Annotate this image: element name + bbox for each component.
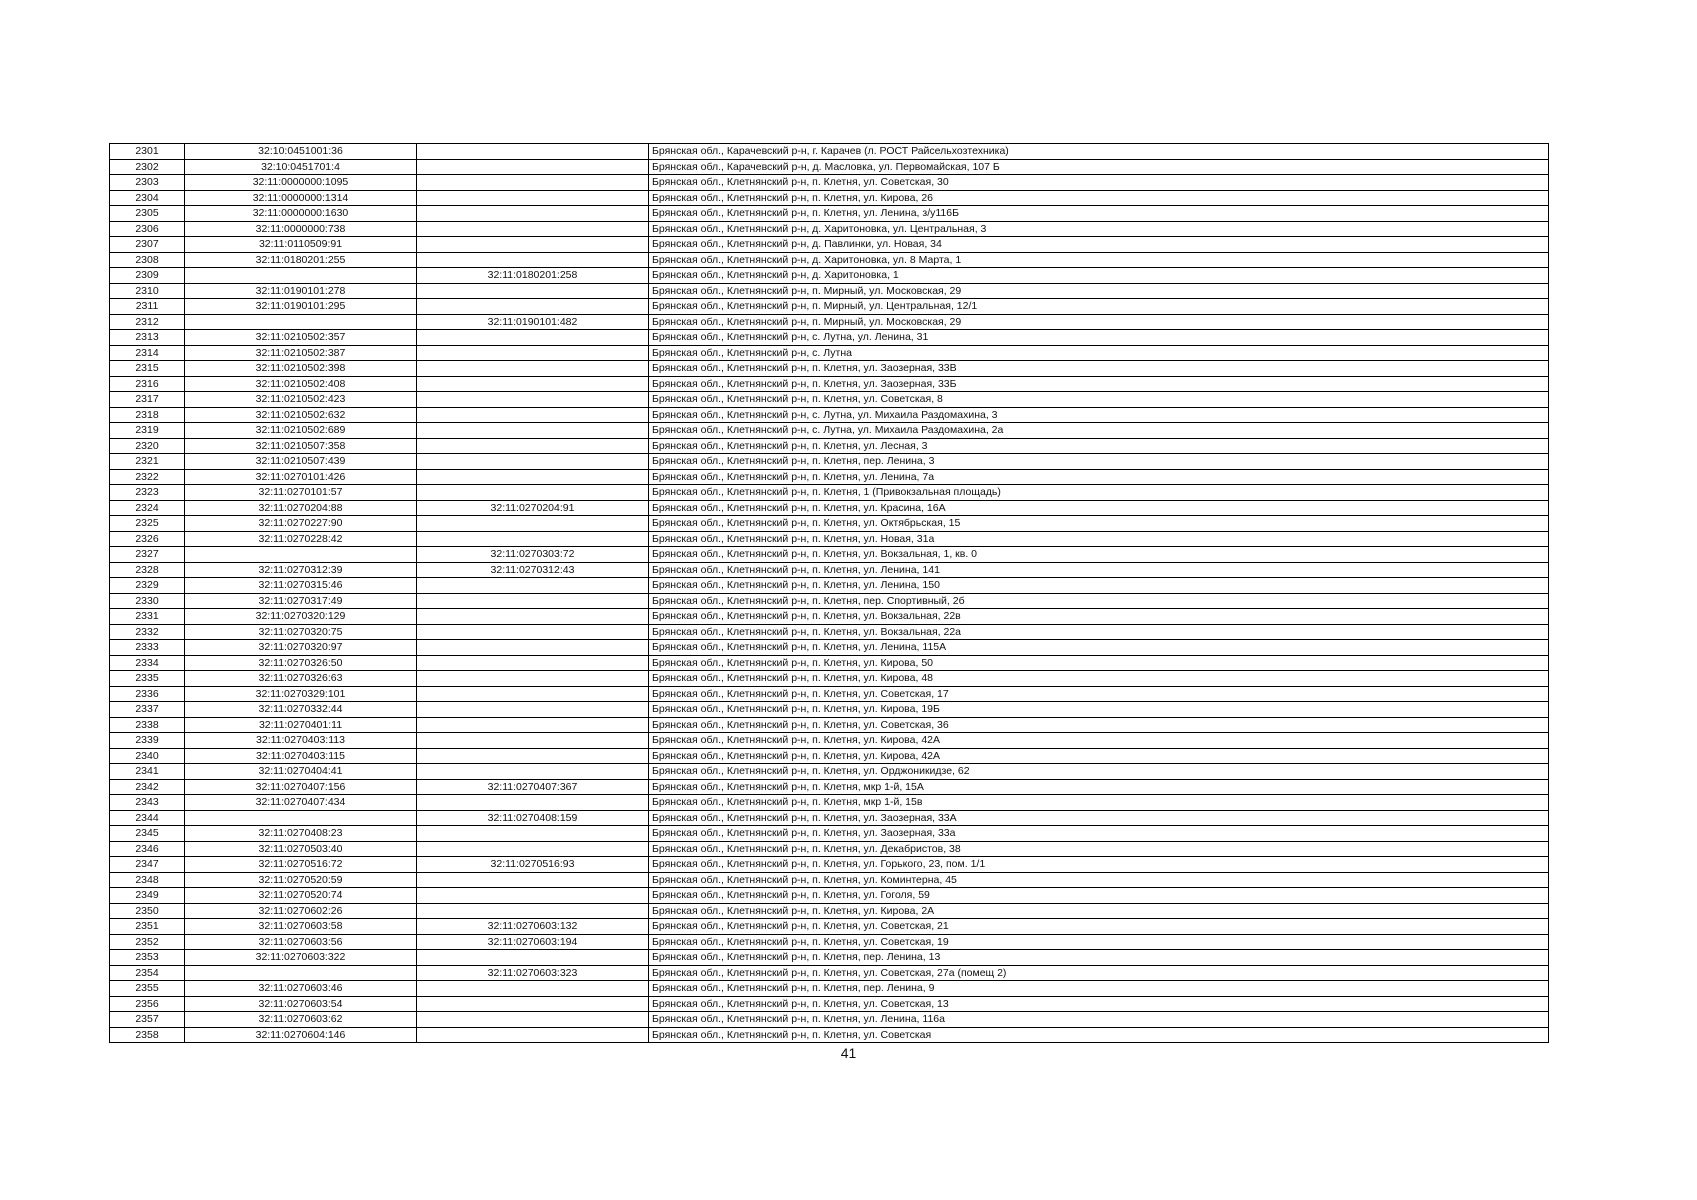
row-number-cell: 2324 (110, 500, 185, 516)
row-number-cell: 2303 (110, 175, 185, 191)
address-cell: Брянская обл., Клетнянский р-н, п. Клетня, мкр 1-й, 15А (649, 779, 1549, 795)
table-row (110, 516, 1549, 532)
address-cell: Брянская обл., Клетнянский р-н, п. Клетня, ул. Советская, 27а (помещ 2) (649, 965, 1549, 981)
table-row (110, 469, 1549, 485)
address-cell: Брянская обл., Клетнянский р-н, п. Клетня, ул. Ленина, 115А (649, 640, 1549, 656)
table-row (110, 888, 1549, 904)
related-cadastral-number-cell (417, 237, 649, 253)
address-cell: Брянская обл., Клетнянский р-н, п. Клетня, ул. Советская, 19 (649, 934, 1549, 950)
property-registry-table (109, 143, 1549, 1043)
table-row (110, 578, 1549, 594)
table-row (110, 206, 1549, 222)
row-number-cell: 2316 (110, 376, 185, 392)
table-row (110, 485, 1549, 501)
address-cell: Брянская обл., Клетнянский р-н, п. Клетня, ул. Кирова, 48 (649, 671, 1549, 687)
row-number-cell: 2350 (110, 903, 185, 919)
row-number-cell: 2322 (110, 469, 185, 485)
row-number-cell: 2306 (110, 221, 185, 237)
row-number-cell: 2336 (110, 686, 185, 702)
address-cell: Брянская обл., Клетнянский р-н, п. Клетня, пер. Ленина, 9 (649, 981, 1549, 997)
related-cadastral-number-cell (417, 345, 649, 361)
cadastral-number-cell: 32:10:0451001:36 (185, 144, 417, 160)
row-number-cell: 2329 (110, 578, 185, 594)
related-cadastral-number-cell (417, 221, 649, 237)
related-cadastral-number-cell (417, 438, 649, 454)
cadastral-number-cell: 32:11:0270332:44 (185, 702, 417, 718)
related-cadastral-number-cell (417, 376, 649, 392)
address-cell: Брянская обл., Клетнянский р-н, п. Клетня, ул. Советская, 36 (649, 717, 1549, 733)
cadastral-number-cell: 32:11:0270407:434 (185, 795, 417, 811)
table-row (110, 376, 1549, 392)
table-row (110, 981, 1549, 997)
address-cell: Брянская обл., Клетнянский р-н, п. Клетня, мкр 1-й, 15в (649, 795, 1549, 811)
row-number-cell: 2314 (110, 345, 185, 361)
address-cell: Брянская обл., Клетнянский р-н, п. Клетня, ул. Лесная, 3 (649, 438, 1549, 454)
related-cadastral-number-cell (417, 1027, 649, 1043)
cadastral-number-cell: 32:11:0270329:101 (185, 686, 417, 702)
address-cell: Брянская обл., Клетнянский р-н, с. Лутна, ул. Михаила Раздомахина, 3 (649, 407, 1549, 423)
related-cadastral-number-cell (417, 593, 649, 609)
table-row (110, 686, 1549, 702)
related-cadastral-number-cell (417, 206, 649, 222)
table-row (110, 1027, 1549, 1043)
row-number-cell: 2301 (110, 144, 185, 160)
address-cell: Брянская обл., Клетнянский р-н, п. Мирный, ул. Московская, 29 (649, 283, 1549, 299)
related-cadastral-number-cell (417, 609, 649, 625)
cadastral-number-cell: 32:11:0190101:295 (185, 299, 417, 315)
cadastral-number-cell: 32:11:0210502:408 (185, 376, 417, 392)
related-cadastral-number-cell: 32:11:0270312:43 (417, 562, 649, 578)
address-cell: Брянская обл., Клетнянский р-н, п. Клетня, ул. Вокзальная, 1, кв. 0 (649, 547, 1549, 563)
row-number-cell: 2320 (110, 438, 185, 454)
cadastral-number-cell: 32:11:0210507:358 (185, 438, 417, 454)
cadastral-number-cell: 32:11:0270312:39 (185, 562, 417, 578)
cadastral-number-cell: 32:11:0270520:59 (185, 872, 417, 888)
related-cadastral-number-cell (417, 640, 649, 656)
address-cell: Брянская обл., Клетнянский р-н, п. Клетня, ул. Вокзальная, 22а (649, 624, 1549, 640)
address-cell: Брянская обл., Клетнянский р-н, д. Павлинки, ул. Новая, 34 (649, 237, 1549, 253)
row-number-cell: 2341 (110, 764, 185, 780)
table-row (110, 252, 1549, 268)
cadastral-number-cell: 32:11:0210507:439 (185, 454, 417, 470)
address-cell: Брянская обл., Карачевский р-н, д. Масловка, ул. Первомайская, 107 Б (649, 159, 1549, 175)
cadastral-number-cell: 32:11:0270603:322 (185, 950, 417, 966)
table-row (110, 655, 1549, 671)
row-number-cell: 2317 (110, 392, 185, 408)
row-number-cell: 2354 (110, 965, 185, 981)
table-row (110, 810, 1549, 826)
related-cadastral-number-cell (417, 423, 649, 439)
address-cell: Брянская обл., Клетнянский р-н, п. Клетня, ул. Заозерная, 33А (649, 810, 1549, 826)
related-cadastral-number-cell (417, 903, 649, 919)
table-row (110, 748, 1549, 764)
address-cell: Брянская обл., Клетнянский р-н, п. Клетня, ул. Октябрьская, 15 (649, 516, 1549, 532)
row-number-cell: 2344 (110, 810, 185, 826)
table-row (110, 407, 1549, 423)
cadastral-number-cell: 32:11:0270603:58 (185, 919, 417, 935)
row-number-cell: 2353 (110, 950, 185, 966)
row-number-cell: 2327 (110, 547, 185, 563)
table-row (110, 330, 1549, 346)
cadastral-number-cell (185, 810, 417, 826)
cadastral-number-cell: 32:11:0270603:46 (185, 981, 417, 997)
row-number-cell: 2308 (110, 252, 185, 268)
related-cadastral-number-cell (417, 578, 649, 594)
page-number: 41 (840, 1045, 857, 1061)
table-row (110, 500, 1549, 516)
cadastral-number-cell: 32:11:0270403:113 (185, 733, 417, 749)
address-cell: Брянская обл., Клетнянский р-н, п. Клетня, ул. Советская, 17 (649, 686, 1549, 702)
cadastral-number-cell: 32:11:0270101:57 (185, 485, 417, 501)
address-cell: Брянская обл., Клетнянский р-н, п. Клетня, ул. Красина, 16А (649, 500, 1549, 516)
address-cell: Брянская обл., Клетнянский р-н, д. Харитоновка, 1 (649, 268, 1549, 284)
row-number-cell: 2337 (110, 702, 185, 718)
row-number-cell: 2338 (110, 717, 185, 733)
row-number-cell: 2304 (110, 190, 185, 206)
table-row (110, 547, 1549, 563)
cadastral-number-cell: 32:11:0210502:357 (185, 330, 417, 346)
address-cell: Брянская обл., Карачевский р-н, г. Карачев (л. РОСТ Райсельхозтехника) (649, 144, 1549, 160)
related-cadastral-number-cell (417, 407, 649, 423)
cadastral-number-cell: 32:11:0270520:74 (185, 888, 417, 904)
address-cell: Брянская обл., Клетнянский р-н, п. Клетня, ул. Ленина, 116а (649, 1012, 1549, 1028)
cadastral-number-cell: 32:11:0270228:42 (185, 531, 417, 547)
cadastral-number-cell: 32:11:0270407:156 (185, 779, 417, 795)
related-cadastral-number-cell: 32:11:0270204:91 (417, 500, 649, 516)
address-cell: Брянская обл., Клетнянский р-н, п. Клетня, ул. Советская, 30 (649, 175, 1549, 191)
related-cadastral-number-cell (417, 872, 649, 888)
cadastral-number-cell: 32:10:0451701:4 (185, 159, 417, 175)
address-cell: Брянская обл., Клетнянский р-н, п. Мирный, ул. Московская, 29 (649, 314, 1549, 330)
address-cell: Брянская обл., Клетнянский р-н, п. Клетня, 1 (Привокзальная площадь) (649, 485, 1549, 501)
related-cadastral-number-cell: 32:11:0270603:132 (417, 919, 649, 935)
row-number-cell: 2351 (110, 919, 185, 935)
table-row (110, 283, 1549, 299)
table-row (110, 826, 1549, 842)
table-row (110, 454, 1549, 470)
row-number-cell: 2346 (110, 841, 185, 857)
cadastral-number-cell: 32:11:0270404:41 (185, 764, 417, 780)
address-cell: Брянская обл., Клетнянский р-н, п. Клетня, пер. Ленина, 13 (649, 950, 1549, 966)
table-row (110, 702, 1549, 718)
cadastral-number-cell: 32:11:0000000:1095 (185, 175, 417, 191)
row-number-cell: 2310 (110, 283, 185, 299)
related-cadastral-number-cell (417, 531, 649, 547)
row-number-cell: 2333 (110, 640, 185, 656)
table-row (110, 562, 1549, 578)
table-row (110, 361, 1549, 377)
cadastral-number-cell: 32:11:0270603:54 (185, 996, 417, 1012)
table-row (110, 299, 1549, 315)
row-number-cell: 2330 (110, 593, 185, 609)
table-row (110, 190, 1549, 206)
address-cell: Брянская обл., Клетнянский р-н, п. Клетня, ул. Кирова, 50 (649, 655, 1549, 671)
row-number-cell: 2307 (110, 237, 185, 253)
cadastral-number-cell: 32:11:0210502:387 (185, 345, 417, 361)
address-cell: Брянская обл., Клетнянский р-н, п. Клетня, ул. Ленина, 141 (649, 562, 1549, 578)
related-cadastral-number-cell (417, 748, 649, 764)
related-cadastral-number-cell: 32:11:0180201:258 (417, 268, 649, 284)
table-row (110, 671, 1549, 687)
related-cadastral-number-cell (417, 826, 649, 842)
table-row (110, 237, 1549, 253)
table-row (110, 965, 1549, 981)
cadastral-number-cell: 32:11:0270320:75 (185, 624, 417, 640)
row-number-cell: 2358 (110, 1027, 185, 1043)
row-number-cell: 2325 (110, 516, 185, 532)
table-row (110, 764, 1549, 780)
row-number-cell: 2352 (110, 934, 185, 950)
table-row (110, 159, 1549, 175)
cadastral-number-cell: 32:11:0210502:423 (185, 392, 417, 408)
related-cadastral-number-cell (417, 795, 649, 811)
table-row (110, 950, 1549, 966)
address-cell: Брянская обл., Клетнянский р-н, д. Харитоновка, ул. 8 Марта, 1 (649, 252, 1549, 268)
related-cadastral-number-cell (417, 671, 649, 687)
cadastral-number-cell (185, 268, 417, 284)
related-cadastral-number-cell (417, 516, 649, 532)
related-cadastral-number-cell (417, 702, 649, 718)
related-cadastral-number-cell (417, 981, 649, 997)
related-cadastral-number-cell: 32:11:0270603:194 (417, 934, 649, 950)
address-cell: Брянская обл., Клетнянский р-н, п. Клетня, ул. Заозерная, 33В (649, 361, 1549, 377)
row-number-cell: 2355 (110, 981, 185, 997)
table-row (110, 624, 1549, 640)
address-cell: Брянская обл., Клетнянский р-н, д. Харитоновка, ул. Центральная, 3 (649, 221, 1549, 237)
address-cell: Брянская обл., Клетнянский р-н, п. Клетня, ул. Вокзальная, 22в (649, 609, 1549, 625)
table-row (110, 609, 1549, 625)
address-cell: Брянская обл., Клетнянский р-н, п. Клетня, ул. Новая, 31а (649, 531, 1549, 547)
cadastral-number-cell: 32:11:0270401:11 (185, 717, 417, 733)
address-cell: Брянская обл., Клетнянский р-н, п. Клетня, ул. Заозерная, 33а (649, 826, 1549, 842)
row-number-cell: 2332 (110, 624, 185, 640)
cadastral-number-cell: 32:11:0270516:72 (185, 857, 417, 873)
table-row (110, 919, 1549, 935)
related-cadastral-number-cell (417, 361, 649, 377)
cadastral-number-cell: 32:11:0270602:26 (185, 903, 417, 919)
address-cell: Брянская обл., Клетнянский р-н, п. Клетня, ул. Ленина, 150 (649, 578, 1549, 594)
address-cell: Брянская обл., Клетнянский р-н, п. Клетня, ул. Орджоникидзе, 62 (649, 764, 1549, 780)
row-number-cell: 2348 (110, 872, 185, 888)
table-row (110, 314, 1549, 330)
cadastral-number-cell: 32:11:0270101:426 (185, 469, 417, 485)
address-cell: Брянская обл., Клетнянский р-н, п. Клетня, ул. Кирова, 42А (649, 748, 1549, 764)
address-cell: Брянская обл., Клетнянский р-н, п. Клетня, ул. Советская, 21 (649, 919, 1549, 935)
table-row (110, 392, 1549, 408)
related-cadastral-number-cell (417, 655, 649, 671)
related-cadastral-number-cell (417, 159, 649, 175)
related-cadastral-number-cell (417, 950, 649, 966)
table-row (110, 593, 1549, 609)
table-row (110, 717, 1549, 733)
row-number-cell: 2339 (110, 733, 185, 749)
row-number-cell: 2318 (110, 407, 185, 423)
related-cadastral-number-cell (417, 888, 649, 904)
row-number-cell: 2335 (110, 671, 185, 687)
table-row (110, 996, 1549, 1012)
cadastral-number-cell: 32:11:0000000:1630 (185, 206, 417, 222)
cadastral-number-cell: 32:11:0270326:63 (185, 671, 417, 687)
cadastral-number-cell: 32:11:0270403:115 (185, 748, 417, 764)
row-number-cell: 2305 (110, 206, 185, 222)
table-row (110, 175, 1549, 191)
address-cell: Брянская обл., Клетнянский р-н, п. Клетня, ул. Советская, 13 (649, 996, 1549, 1012)
cadastral-number-cell (185, 314, 417, 330)
cadastral-number-cell: 32:11:0270604:146 (185, 1027, 417, 1043)
table-row (110, 903, 1549, 919)
related-cadastral-number-cell (417, 283, 649, 299)
related-cadastral-number-cell (417, 144, 649, 160)
table-row (110, 438, 1549, 454)
table-row (110, 1012, 1549, 1028)
related-cadastral-number-cell: 32:11:0190101:482 (417, 314, 649, 330)
related-cadastral-number-cell: 32:11:0270603:323 (417, 965, 649, 981)
related-cadastral-number-cell (417, 1012, 649, 1028)
row-number-cell: 2312 (110, 314, 185, 330)
cadastral-number-cell: 32:11:0270315:46 (185, 578, 417, 594)
cadastral-number-cell: 32:11:0210502:632 (185, 407, 417, 423)
row-number-cell: 2357 (110, 1012, 185, 1028)
address-cell: Брянская обл., Клетнянский р-н, п. Клетня, ул. Кирова, 42А (649, 733, 1549, 749)
cadastral-number-cell: 32:11:0270503:40 (185, 841, 417, 857)
related-cadastral-number-cell (417, 252, 649, 268)
related-cadastral-number-cell (417, 330, 649, 346)
table-row (110, 221, 1549, 237)
cadastral-number-cell: 32:11:0270326:50 (185, 655, 417, 671)
related-cadastral-number-cell (417, 733, 649, 749)
cadastral-number-cell: 32:11:0270204:88 (185, 500, 417, 516)
row-number-cell: 2349 (110, 888, 185, 904)
cadastral-number-cell: 32:11:0270320:129 (185, 609, 417, 625)
cadastral-number-cell: 32:11:0270320:97 (185, 640, 417, 656)
address-cell: Брянская обл., Клетнянский р-н, с. Лутна, ул. Михаила Раздомахина, 2а (649, 423, 1549, 439)
table-row (110, 779, 1549, 795)
address-cell: Брянская обл., Клетнянский р-н, п. Клетня, ул. Кирова, 2А (649, 903, 1549, 919)
cadastral-number-cell (185, 547, 417, 563)
row-number-cell: 2315 (110, 361, 185, 377)
cadastral-number-cell: 32:11:0000000:738 (185, 221, 417, 237)
row-number-cell: 2326 (110, 531, 185, 547)
address-cell: Брянская обл., Клетнянский р-н, п. Клетня, ул. Кирова, 26 (649, 190, 1549, 206)
table-row (110, 144, 1549, 160)
cadastral-number-cell: 32:11:0110509:91 (185, 237, 417, 253)
row-number-cell: 2309 (110, 268, 185, 284)
table-row (110, 423, 1549, 439)
table-row (110, 640, 1549, 656)
related-cadastral-number-cell (417, 624, 649, 640)
cadastral-number-cell: 32:11:0210502:689 (185, 423, 417, 439)
row-number-cell: 2321 (110, 454, 185, 470)
address-cell: Брянская обл., Клетнянский р-н, п. Клетня, ул. Заозерная, 33Б (649, 376, 1549, 392)
address-cell: Брянская обл., Клетнянский р-н, п. Клетня, ул. Декабристов, 38 (649, 841, 1549, 857)
table-row (110, 733, 1549, 749)
address-cell: Брянская обл., Клетнянский р-н, п. Клетня, ул. Коминтерна, 45 (649, 872, 1549, 888)
related-cadastral-number-cell (417, 190, 649, 206)
address-cell: Брянская обл., Клетнянский р-н, п. Клетня, ул. Советская, 8 (649, 392, 1549, 408)
cadastral-number-cell: 32:11:0180201:255 (185, 252, 417, 268)
table-row (110, 345, 1549, 361)
row-number-cell: 2319 (110, 423, 185, 439)
address-cell: Брянская обл., Клетнянский р-н, п. Клетня, пер. Ленина, 3 (649, 454, 1549, 470)
related-cadastral-number-cell: 32:11:0270408:159 (417, 810, 649, 826)
related-cadastral-number-cell (417, 686, 649, 702)
related-cadastral-number-cell (417, 764, 649, 780)
related-cadastral-number-cell (417, 175, 649, 191)
cadastral-number-cell (185, 965, 417, 981)
table-row (110, 857, 1549, 873)
cadastral-number-cell: 32:11:0210502:398 (185, 361, 417, 377)
row-number-cell: 2328 (110, 562, 185, 578)
related-cadastral-number-cell: 32:11:0270303:72 (417, 547, 649, 563)
related-cadastral-number-cell (417, 469, 649, 485)
related-cadastral-number-cell (417, 392, 649, 408)
table-row (110, 795, 1549, 811)
address-cell: Брянская обл., Клетнянский р-н, п. Мирный, ул. Центральная, 12/1 (649, 299, 1549, 315)
cadastral-number-cell: 32:11:0270603:56 (185, 934, 417, 950)
related-cadastral-number-cell (417, 841, 649, 857)
registry-body (110, 144, 1549, 1043)
table-row (110, 934, 1549, 950)
table-row (110, 531, 1549, 547)
cadastral-number-cell: 32:11:0270603:62 (185, 1012, 417, 1028)
address-cell: Брянская обл., Клетнянский р-н, п. Клетня, ул. Ленина, з/у116Б (649, 206, 1549, 222)
related-cadastral-number-cell: 32:11:0270407:367 (417, 779, 649, 795)
row-number-cell: 2345 (110, 826, 185, 842)
row-number-cell: 2342 (110, 779, 185, 795)
row-number-cell: 2343 (110, 795, 185, 811)
related-cadastral-number-cell (417, 717, 649, 733)
row-number-cell: 2313 (110, 330, 185, 346)
related-cadastral-number-cell (417, 454, 649, 470)
cadastral-number-cell: 32:11:0190101:278 (185, 283, 417, 299)
address-cell: Брянская обл., Клетнянский р-н, п. Клетня, ул. Гоголя, 59 (649, 888, 1549, 904)
address-cell: Брянская обл., Клетнянский р-н, п. Клетня, ул. Ленина, 7а (649, 469, 1549, 485)
table-row (110, 841, 1549, 857)
address-cell: Брянская обл., Клетнянский р-н, с. Лутна (649, 345, 1549, 361)
row-number-cell: 2340 (110, 748, 185, 764)
cadastral-number-cell: 32:11:0270408:23 (185, 826, 417, 842)
related-cadastral-number-cell: 32:11:0270516:93 (417, 857, 649, 873)
address-cell: Брянская обл., Клетнянский р-н, п. Клетня, пер. Спортивный, 2б (649, 593, 1549, 609)
address-cell: Брянская обл., Клетнянский р-н, п. Клетня, ул. Кирова, 19Б (649, 702, 1549, 718)
table-row (110, 872, 1549, 888)
row-number-cell: 2323 (110, 485, 185, 501)
related-cadastral-number-cell (417, 996, 649, 1012)
row-number-cell: 2331 (110, 609, 185, 625)
row-number-cell: 2311 (110, 299, 185, 315)
cadastral-number-cell: 32:11:0270317:49 (185, 593, 417, 609)
address-cell: Брянская обл., Клетнянский р-н, с. Лутна, ул. Ленина, 31 (649, 330, 1549, 346)
row-number-cell: 2334 (110, 655, 185, 671)
row-number-cell: 2347 (110, 857, 185, 873)
row-number-cell: 2302 (110, 159, 185, 175)
cadastral-number-cell: 32:11:0000000:1314 (185, 190, 417, 206)
related-cadastral-number-cell (417, 299, 649, 315)
address-cell: Брянская обл., Клетнянский р-н, п. Клетня, ул. Горького, 23, пом. 1/1 (649, 857, 1549, 873)
related-cadastral-number-cell (417, 485, 649, 501)
cadastral-number-cell: 32:11:0270227:90 (185, 516, 417, 532)
address-cell: Брянская обл., Клетнянский р-н, п. Клетня, ул. Советская (649, 1027, 1549, 1043)
table-row (110, 268, 1549, 284)
row-number-cell: 2356 (110, 996, 185, 1012)
